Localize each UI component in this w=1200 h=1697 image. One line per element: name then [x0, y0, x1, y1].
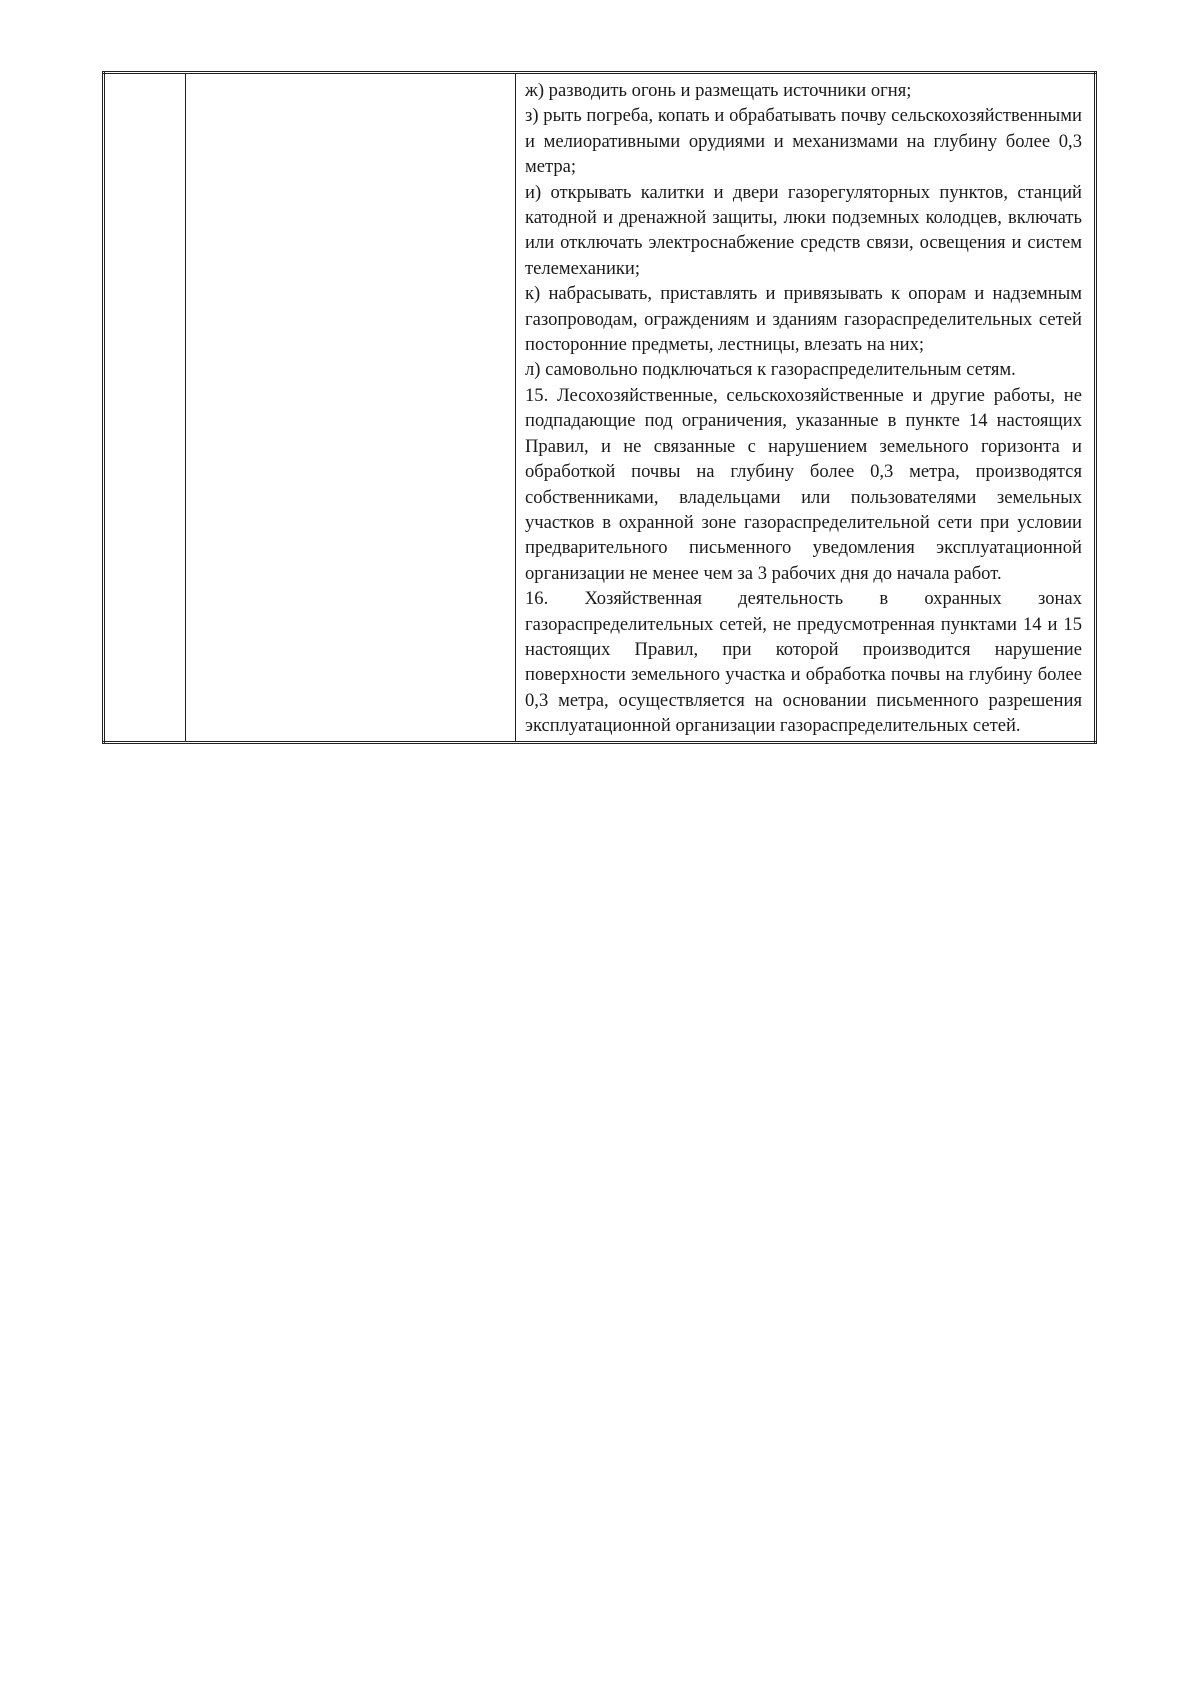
paragraph-k: к) набрасывать, приставлять и привязывать к опорам и надземным газопроводам, ограждениям и зданиям газораспределительных сетей посторонние предметы, лестницы, влезать на них;: [525, 283, 1082, 356]
paragraph-i: и) открывать калитки и двери газорегуляторных пунктов, станций катодной и дренажной защиты, люки подземных колодцев, включать или отключать электроснабжение средств связи, освещения и систем телемеханики;: [525, 181, 1082, 279]
text-cell: [516, 73, 1096, 743]
paragraph-z: з) рыть погреба, копать и обрабатывать почву сельскохозяйственными и мелиоративными орудиями и механизмами на глубину более 0,3 метра;: [525, 105, 1082, 178]
paragraph-zh: ж) разводить огонь и размещать источники огня;: [525, 80, 912, 101]
paragraph-16: 16. Хозяйственная деятельность в охранных зонах газораспределительных сетей, не предусмотренная пунктами 14 и 15 настоящих Правил, при которой производится нарушение поверхности земельного участка и обработка почвы на глубину более 0,3 метра, осуществляется на основании письменного разрешения эксплуатационной организации газораспределительных сетей.: [525, 588, 1082, 737]
table-row: [104, 73, 1096, 743]
paragraph-l: л) самовольно подключаться к газораспределительным сетям.: [525, 359, 1016, 381]
name-cell: [186, 73, 516, 743]
number-cell: [104, 73, 186, 743]
document-table: [102, 71, 1097, 744]
paragraph-15: 15. Лесохозяйственные, сельскохозяйственные и другие работы, не подпадающие под ограничения, указанные в пункте 14 настоящих Правил, и не связанные с нарушением земельного горизонта и обработкой почвы на глубину более 0,3 метра, производятся собственниками, владельцами или пользователями земельных участков в охранной зоне газораспределительной сети при условии предварительного письменного уведомления эксплуатационной организации не менее чем за 3 рабочих дня до начала работ.: [525, 384, 1082, 584]
